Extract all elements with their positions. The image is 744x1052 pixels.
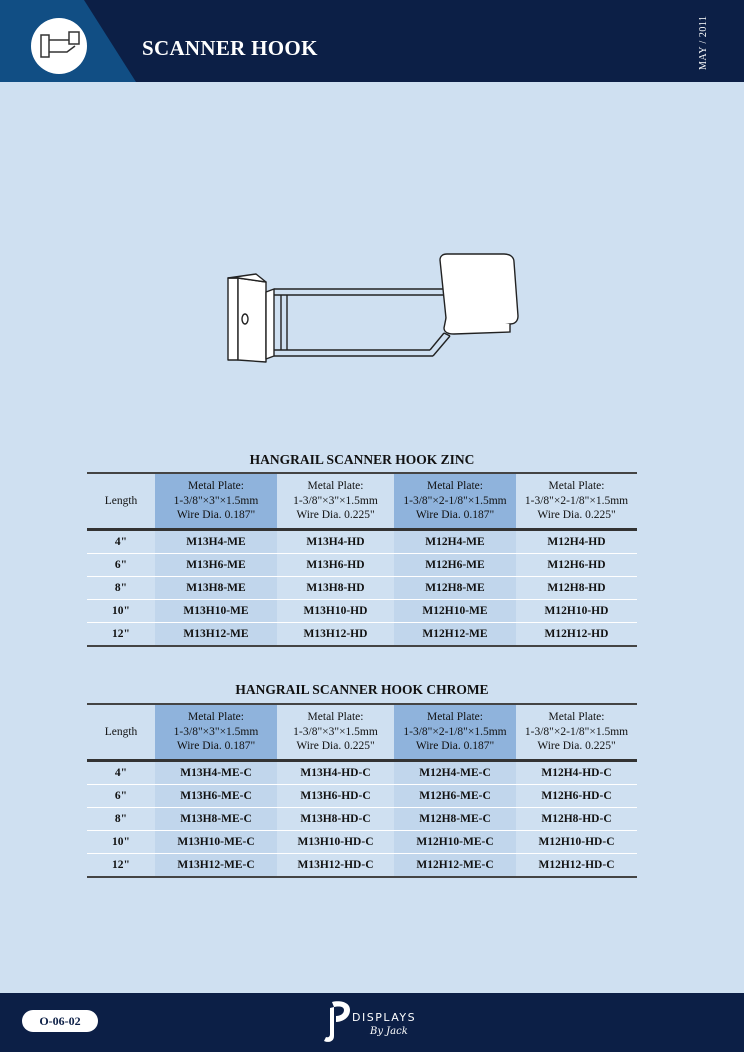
table-cell: 4"	[87, 529, 155, 553]
table-row	[87, 784, 637, 807]
chrome-spec-table	[87, 703, 637, 878]
page-title: SCANNER HOOK	[142, 36, 318, 60]
table-cell: M13H10-HD	[277, 599, 394, 622]
table-cell: M12H8-HD-C	[516, 807, 637, 830]
column-header: Metal Plate: 1-3/8"×2-1/8"×1.5mm Wire Dia. 0.225"	[516, 473, 637, 529]
column-header: Metal Plate: 1-3/8"×2-1/8"×1.5mm Wire Dia. 0.187"	[394, 704, 516, 760]
table-cell: 8"	[87, 807, 155, 830]
table-row	[87, 529, 637, 553]
table-cell: M13H10-HD-C	[277, 830, 394, 853]
column-header: Metal Plate: 1-3/8"×2-1/8"×1.5mm Wire Dia. 0.225"	[516, 704, 637, 760]
table-cell: M12H6-HD	[516, 553, 637, 576]
table-cell: M12H6-HD-C	[516, 784, 637, 807]
column-header: Metal Plate: 1-3/8"×3"×1.5mm Wire Dia. 0.225"	[277, 704, 394, 760]
table-row	[87, 830, 637, 853]
table-cell: M12H12-HD-C	[516, 853, 637, 877]
table-cell: M13H6-HD-C	[277, 784, 394, 807]
table-cell: 6"	[87, 553, 155, 576]
table-cell: M13H10-ME-C	[155, 830, 277, 853]
page-code-badge: O-06-02	[22, 1010, 98, 1032]
column-header: Metal Plate: 1-3/8"×3"×1.5mm Wire Dia. 0.187"	[155, 704, 277, 760]
table-cell: M12H12-ME-C	[394, 853, 516, 877]
table-row	[87, 853, 637, 877]
table-cell: M13H8-HD	[277, 576, 394, 599]
scanner-hook-icon	[31, 18, 87, 74]
length-header: Length	[87, 704, 155, 760]
table-cell: M12H12-ME	[394, 622, 516, 646]
table-cell: M13H10-ME	[155, 599, 277, 622]
length-header: Length	[87, 473, 155, 529]
table-cell: M12H8-HD	[516, 576, 637, 599]
table-row	[87, 599, 637, 622]
table-cell: M13H8-HD-C	[277, 807, 394, 830]
table-cell: M13H4-ME	[155, 529, 277, 553]
table-row	[87, 553, 637, 576]
chrome-table-title: HANGRAIL SCANNER HOOK CHROME	[235, 682, 489, 697]
table-cell: M12H4-HD-C	[516, 760, 637, 784]
table-cell: M12H12-HD	[516, 622, 637, 646]
table-row	[87, 576, 637, 599]
brand-tagline: By Jack	[370, 1026, 408, 1037]
column-header: Metal Plate: 1-3/8"×3"×1.5mm Wire Dia. 0.225"	[277, 473, 394, 529]
table-cell: 12"	[87, 853, 155, 877]
table-cell: M13H8-ME-C	[155, 807, 277, 830]
scanner-hook-illustration	[218, 248, 528, 378]
table-cell: M12H4-ME	[394, 529, 516, 553]
table-cell: M13H8-ME	[155, 576, 277, 599]
table-cell: 12"	[87, 622, 155, 646]
column-header: Metal Plate: 1-3/8"×2-1/8"×1.5mm Wire Dia. 0.187"	[394, 473, 516, 529]
zinc-table-title: HANGRAIL SCANNER HOOK ZINC	[249, 452, 475, 467]
table-header-row	[87, 473, 637, 529]
table-cell: M13H4-ME-C	[155, 760, 277, 784]
table-row	[87, 622, 637, 646]
table-row	[87, 760, 637, 784]
brand-name: DISPLAYS	[352, 1011, 417, 1024]
table-cell: M12H6-ME-C	[394, 784, 516, 807]
table-cell: 10"	[87, 599, 155, 622]
table-cell: M13H4-HD-C	[277, 760, 394, 784]
table-cell: 8"	[87, 576, 155, 599]
table-cell: M13H12-ME	[155, 622, 277, 646]
table-cell: M13H6-ME	[155, 553, 277, 576]
table-cell: 4"	[87, 760, 155, 784]
table-cell: M13H12-HD-C	[277, 853, 394, 877]
table-header-row	[87, 704, 637, 760]
table-cell: M13H12-HD	[277, 622, 394, 646]
date-label: MAY / 2011	[698, 15, 709, 70]
table-cell: M12H6-ME	[394, 553, 516, 576]
table-cell: M13H12-ME-C	[155, 853, 277, 877]
table-cell: M13H6-ME-C	[155, 784, 277, 807]
table-row	[87, 807, 637, 830]
table-cell: M12H10-HD	[516, 599, 637, 622]
column-header: Metal Plate: 1-3/8"×3"×1.5mm Wire Dia. 0.187"	[155, 473, 277, 529]
table-cell: 10"	[87, 830, 155, 853]
table-cell: M12H10-ME	[394, 599, 516, 622]
table-cell: M12H10-HD-C	[516, 830, 637, 853]
table-cell: M13H6-HD	[277, 553, 394, 576]
table-cell: M12H8-ME-C	[394, 807, 516, 830]
table-cell: M12H10-ME-C	[394, 830, 516, 853]
table-cell: M12H4-HD	[516, 529, 637, 553]
zinc-spec-table	[87, 472, 637, 647]
table-cell: M12H4-ME-C	[394, 760, 516, 784]
table-cell: M13H4-HD	[277, 529, 394, 553]
table-cell: M12H8-ME	[394, 576, 516, 599]
table-cell: 6"	[87, 784, 155, 807]
